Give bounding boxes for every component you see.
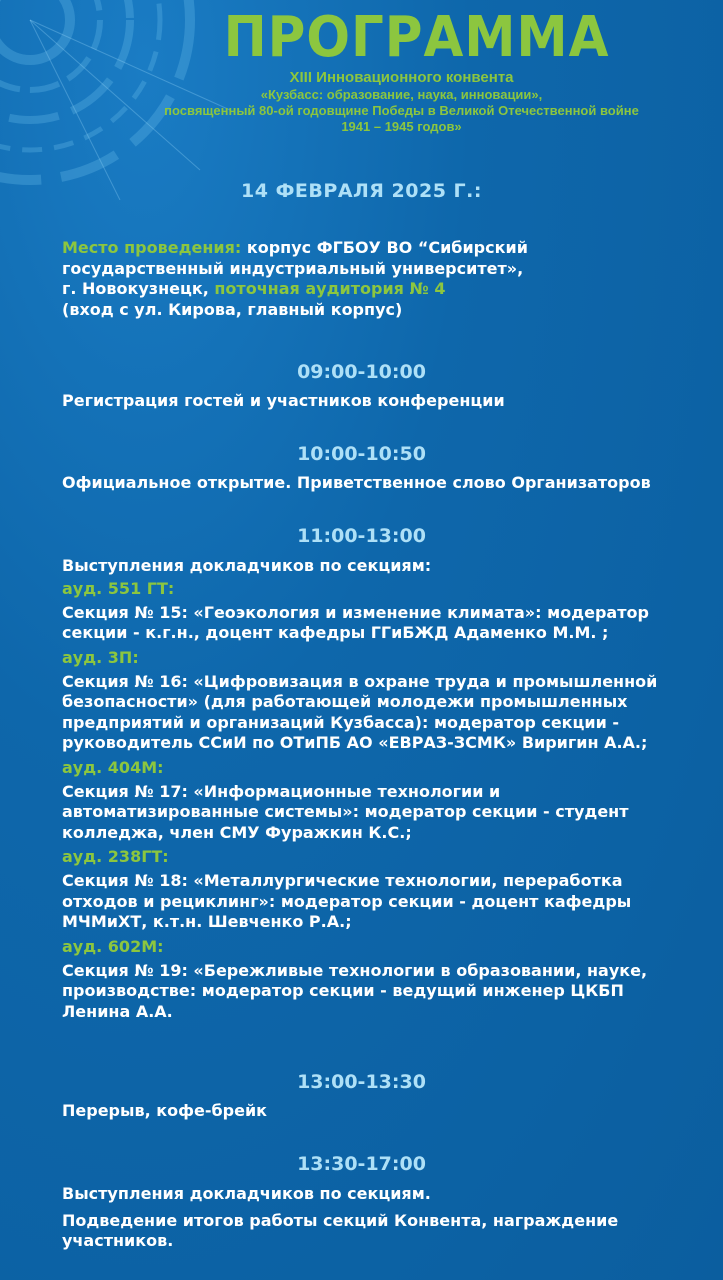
event-years: 1941 – 1945 годов»	[341, 119, 462, 134]
event-opening: Официальное открытие. Приветственное слово Организаторов	[62, 473, 651, 492]
event-1-block	[62, 391, 703, 412]
venue-hall: поточная аудитория № 4	[214, 279, 446, 298]
venue-label: Место проведения:	[62, 238, 242, 257]
event-subtitle: «Кузбасс: образование, наука, инновации»,	[260, 87, 543, 102]
section-16-line: Секция № 16: «Цифровизация в охране труда и промышленной	[62, 671, 658, 691]
event-coffee-break: Перерыв, кофе-брейк	[62, 1101, 268, 1120]
sections-block	[62, 556, 703, 1022]
section-19-line: Секция № 19: «Бережливые технологии в образовании, науке,	[62, 960, 648, 980]
section-18-room: ауд. 238ГТ:	[62, 847, 169, 866]
section-17-line: автоматизированные системы»: модератор секции - студент	[62, 802, 629, 821]
section-19-line: Ленина А.А.	[62, 1001, 173, 1021]
venue-line-4: (вход с ул. Кирова, главный корпус)	[62, 299, 403, 319]
event-summary-line: Подведение итогов работы секций Конвента, награждение	[62, 1210, 619, 1230]
section-17-line: колледжа, член СМУ Фуражкин К.С.;	[62, 822, 412, 842]
section-18-line: Секция № 18: «Металлургические технологии, переработка	[62, 871, 623, 890]
venue-line-2: государственный индустриальный университет»,	[62, 258, 524, 278]
section-17-room: ауд. 404М:	[62, 757, 164, 777]
page-title: ПРОГРАММА	[223, 5, 610, 70]
event-2-block	[62, 473, 703, 494]
event-date: 14 ФЕВРАЛЯ 2025 Г.:	[241, 180, 482, 202]
time-slot-1: 09:00-10:00	[297, 361, 426, 383]
venue-city: г. Новокузнецк,	[62, 279, 215, 298]
section-16-line: безопасности» (для работающей молодежи промышленных	[62, 692, 628, 711]
event-4-block	[62, 1101, 703, 1122]
section-15-line: Секция № 15: «Геоэкология и изменение климата»: модератор	[62, 602, 649, 622]
section-16-room: ауд. 3П:	[62, 647, 139, 667]
section-15-line: секции - к.г.н., доцент кафедры ГГиБЖД Адаменко М.М. ;	[62, 623, 609, 642]
time-slot-4: 13:00-13:30	[297, 1071, 426, 1093]
event-registration: Регистрация гостей и участников конференции	[62, 391, 505, 410]
venue-line-1	[62, 238, 703, 259]
section-16-line: предприятий и организаций Кузбасса): модератор секции -	[62, 712, 620, 732]
time-slot-5: 13:30-17:00	[297, 1153, 426, 1175]
time-slot-3: 11:00-13:00	[297, 525, 426, 547]
event-name: XIII Инновационного конвента	[289, 69, 514, 86]
section-16-line: руководитель ССиИ по ОТиПБ АО «ЕВРАЗ-ЗСМК» Виригин А.А.;	[62, 733, 648, 752]
event-5-block	[62, 1184, 703, 1252]
time-slot-2: 10:00-10:50	[297, 443, 426, 465]
event-presentations-afternoon: Выступления докладчиков по секциям.	[62, 1184, 431, 1203]
section-19-line: производстве: модератор секции - ведущий инженер ЦКБП	[62, 981, 624, 1000]
section-15-room: ауд. 551 ГТ:	[62, 578, 175, 598]
section-18-line: МЧМиХТ, к.т.н. Шевченко Р.А.;	[62, 912, 352, 931]
venue-block	[62, 238, 703, 320]
event-presentations: Выступления докладчиков по секциям:	[62, 556, 432, 575]
program-header	[0, 5, 723, 135]
event-summary-line: участников.	[62, 1231, 174, 1250]
event-dedication: посвященный 80-ой годовщине Победы в Великой Отечественной войне	[164, 103, 639, 118]
venue-text-1: корпус ФГБОУ ВО “Сибирский	[241, 238, 528, 257]
venue-line-3	[62, 279, 703, 300]
section-17-line: Секция № 17: «Информационные технологии и	[62, 781, 501, 801]
section-18-line: отходов и рециклинг»: модератор секции - доцент кафедры	[62, 891, 632, 911]
section-19-room: ауд. 602М:	[62, 936, 164, 956]
